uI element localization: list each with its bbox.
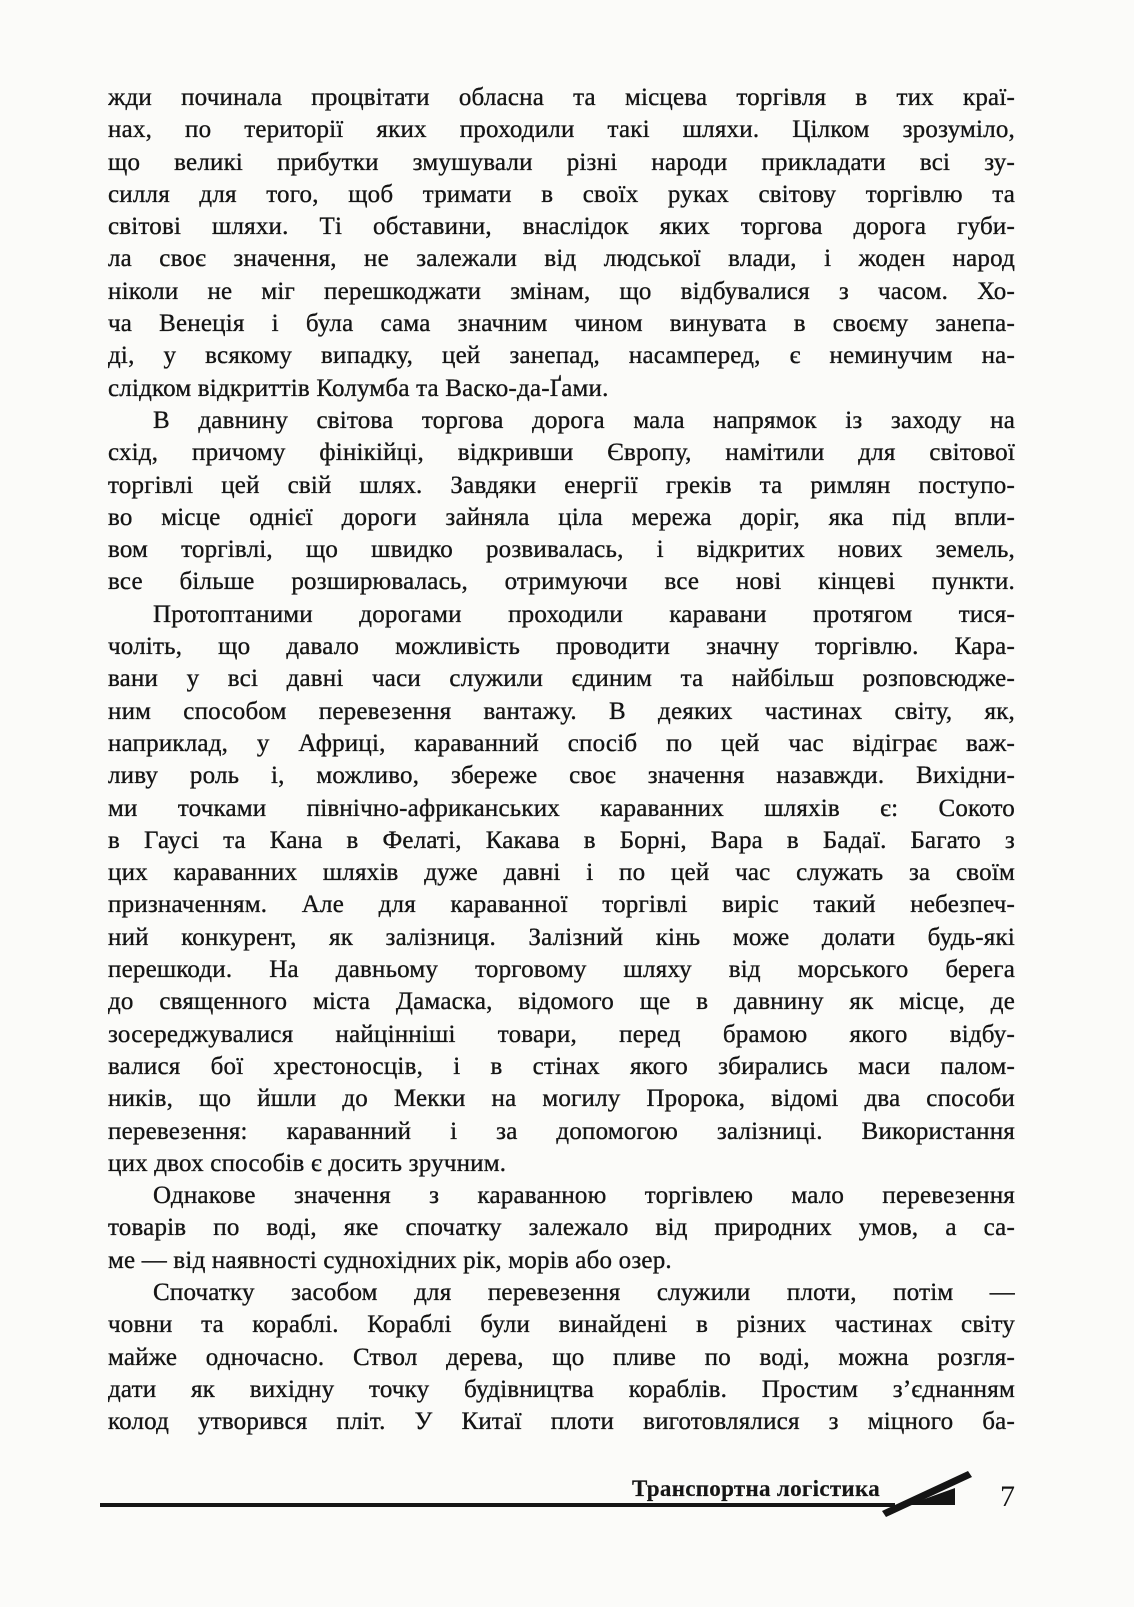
page-number: 7 <box>1000 1480 1015 1513</box>
text-line-p5-l1: Спочатку засобом для перевезення служили плоти, потім — <box>153 1278 1015 1306</box>
text-line-p5-l2: човни та кораблі. Кораблі були винайдені в різних частинах світу <box>108 1311 1015 1339</box>
text-line-p3-l14: зосереджувалися найцінніші товари, перед брамою якого відбу- <box>108 1020 1015 1048</box>
body-text <box>108 82 1015 1438</box>
text-line-p3-l4: ним способом перевезення вантажу. В деяких частинах світу, як, <box>108 697 1015 725</box>
text-line-p2-l2: схід, причому фінікійці, відкривши Європу, намітили для світової <box>108 439 1015 467</box>
text-line-p3-l3: вани у всі давні часи служили єдиним та найбільш розповсюдже- <box>108 665 1015 693</box>
text-line-p3-l9: цих караванних шляхів дуже давні і по цей час служать за своїм <box>108 859 1015 887</box>
footer-arrow-icon <box>878 1466 978 1518</box>
text-line-p3-l6: ливу роль і, можливо, збереже своє значення назавжди. Вихідни- <box>108 762 1015 790</box>
text-line-p3-l2: чоліть, що давало можливість проводити значну торгівлю. Кара- <box>108 633 1015 661</box>
text-line-p4-l1: Однакове значення з караванною торгівлею мало перевезення <box>153 1182 1015 1210</box>
text-line-p3-l7: ми точками північно-африканських караванних шляхів є: Сокото <box>108 794 1015 822</box>
text-line-p1-l10: слідком відкриттів Колумба та Васко-да-Ґами. <box>108 374 609 402</box>
text-line-p3-l1: Протоптаними дорогами проходили каравани протягом тися- <box>153 600 1015 628</box>
text-line-p2-l3: торгівлі цей свій шлях. Завдяки енергії греків та римлян поступо- <box>108 471 1015 499</box>
text-line-p3-l15: валися бої хрестоносців, і в стінах якого збирались маси палом- <box>108 1052 1015 1080</box>
text-line-p2-l5: вом торгівлі, що швидко розвивалась, і відкритих нових земель, <box>108 536 1015 564</box>
text-line-p4-l2: товарів по воді, яке спочатку залежало від природних умов, а са- <box>108 1214 1015 1242</box>
text-line-p2-l6: все більше розширювалась, отримуючи все нові кінцеві пункти. <box>108 568 1015 596</box>
text-line-p1-l9: ді, у всякому випадку, цей занепад, насамперед, є неминучим на- <box>108 342 1015 370</box>
text-line-p3-l17: перевезення: караванний і за допомогою залізниці. Використання <box>108 1117 1015 1145</box>
text-line-p3-l8: в Гаусі та Кана в Фелаті, Какава в Борні, Вара в Бадаї. Багато з <box>108 826 1015 854</box>
text-line-p5-l3: майже одночасно. Ствол дерева, що пливе по воді, можна розгля- <box>108 1343 1015 1371</box>
text-line-p1-l5: світові шляхи. Ті обставини, внаслідок яких торгова дорога губи- <box>108 213 1015 241</box>
footer-arrow-swoosh <box>882 1471 972 1517</box>
text-line-p5-l4: дати як вихідну точку будівництва кораблів. Простим з’єднанням <box>108 1375 1015 1403</box>
text-line-p1-l6: ла своє значення, не залежали від людської влади, і жоден народ <box>108 245 1015 273</box>
text-line-p1-l8: ча Венеція і була сама значним чином винувата в своєму занепа- <box>108 310 1015 338</box>
text-line-p2-l4: во місце однієї дороги зайняла ціла мережа доріг, яка під впли- <box>108 503 1015 531</box>
text-line-p1-l4: силля для того, щоб тримати в своїх руках світову торгівлю та <box>108 180 1015 208</box>
text-line-p3-l18: цих двох способів є досить зручним. <box>108 1149 507 1177</box>
text-line-p3-l12: перешкоди. На давньому торговому шляху від морського берега <box>108 956 1015 984</box>
text-line-p2-l1: В давнину світова торгова дорога мала напрямок із заходу на <box>153 406 1015 434</box>
text-line-p1-l2: нах, по території яких проходили такі шляхи. Цілком зрозуміло, <box>108 116 1015 144</box>
text-line-p3-l11: ний конкурент, як залізниця. Залізний кінь може долати будь-які <box>108 923 1015 951</box>
text-line-p3-l16: ників, що йшли до Мекки на могилу Пророка, відомі два способи <box>108 1085 1015 1113</box>
text-line-p5-l5: колод утворився пліт. У Китаї плоти виготовлялися з міцного ба- <box>108 1408 1015 1436</box>
text-line-p3-l5: наприклад, у Африці, караванний спосіб по цей час відіграє важ- <box>108 729 1015 757</box>
text-line-p1-l3: що великі прибутки змушували різні народи прикладати всі зу- <box>108 148 1015 176</box>
text-line-p1-l1: жди починала процвітати обласна та місцева торгівля в тих краї- <box>108 84 1015 111</box>
text-line-p3-l10: призначенням. Але для караванної торгівлі виріс такий небезпеч- <box>108 891 1015 919</box>
text-line-p3-l13: до священного міста Дамаска, відомого ще в давнину як місце, де <box>108 988 1015 1016</box>
footer-rule <box>100 1503 895 1507</box>
running-footer-title: Транспортна логістика <box>632 1476 880 1501</box>
text-line-p1-l7: ніколи не міг перешкоджати змінам, що відбувалися з часом. Хо- <box>108 277 1015 305</box>
text-line-p4-l3: ме — від наявності суднохідних рік, морів або озер. <box>108 1246 672 1274</box>
